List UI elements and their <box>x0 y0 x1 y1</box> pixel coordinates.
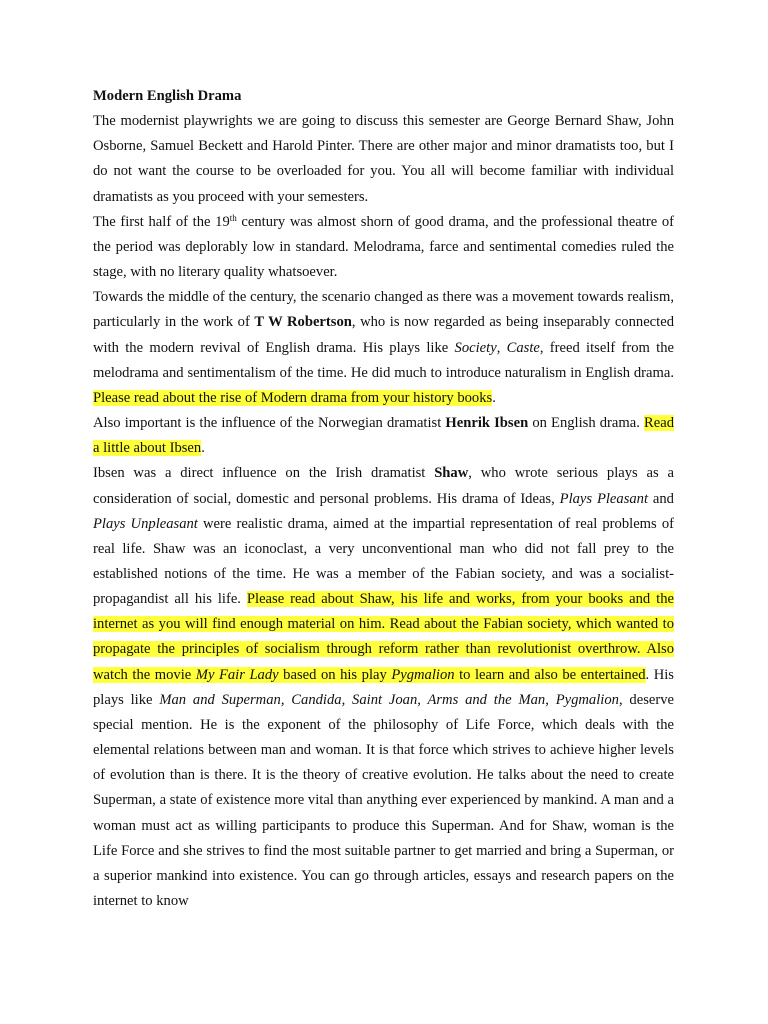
paragraph-nineteenth-century <box>93 210 674 285</box>
highlighted-instruction: Read a little about Ibsen <box>93 415 674 457</box>
text-span: Also important is the influence of the Norwegian dramatist <box>93 415 446 432</box>
highlighted-instruction: based on his play <box>278 666 392 683</box>
text-span: , <box>545 691 556 708</box>
text-span: were realistic drama, aimed at the impartial representation of real problems of real life. Shaw was an iconoclast, a very unconventional man who did not fall prey to the established notions of the time. He was a member of the Fabian society, and was a socialist-propagandist all his life. <box>93 515 674 608</box>
text-span: on English drama. <box>528 415 644 432</box>
text-span: , who wrote serious plays as a consideration of social, domestic and personal problems. His drama of Ideas, <box>93 465 674 507</box>
play-title: Plays Unpleasant <box>93 515 198 532</box>
paragraph-ibsen <box>93 411 674 461</box>
paragraph-shaw <box>93 461 674 914</box>
name-ibsen: Henrik Ibsen <box>445 415 529 432</box>
text-span: , freed itself from the melodrama and sentimentalism of the time. He did much to introduce naturalism in English drama. <box>93 339 675 381</box>
text-span: . <box>201 440 205 457</box>
plays-list: Man and Superman, Candida, Saint Joan, Arms and the Man <box>159 691 546 708</box>
highlighted-play-title: My Fair Lady <box>195 666 279 683</box>
paragraph-intro: The modernist playwrights we are going to discuss this semester are George Bernard Shaw, John Osborne, Samuel Beckett and Harold Pinter. There are other major and minor dramatists too, but I do not want the course to be overloaded for you. You all will become familiar with individual dramatists as you proceed with your semesters. <box>93 113 674 205</box>
play-title: Society <box>454 339 497 356</box>
highlighted-instruction: Please read about Shaw, his life and works, from your books and the internet as you will find enough material on him. Read about the Fabian society, which wanted to propagate the principles of socialism through reform rather than revolutionist overthrow. Also watch the movie <box>93 591 674 683</box>
text-span: , who is now regarded as being inseparably connected with the modern revival of English drama. His plays like <box>93 314 674 356</box>
text-span: century was almost shorn of good drama, and the professional theatre of the period was deplorably low in standard. Melodrama, farce and sentimental comedies ruled the stage, with no literary quality whatsoever. <box>93 213 674 281</box>
text-span: and <box>648 490 674 507</box>
text-span: Ibsen was a direct influence on the Irish dramatist <box>93 465 435 482</box>
highlighted-instruction: to learn and also be entertained <box>454 666 646 683</box>
paragraph-robertson <box>93 285 674 411</box>
text-span: Towards the middle of the century, the scenario changed as there was a movement towards realism, particularly in the work of <box>93 289 674 331</box>
name-shaw: Shaw <box>434 465 469 482</box>
name-robertson: T W Robertson <box>254 314 352 331</box>
highlighted-play-title: Pygmalion <box>391 666 455 683</box>
text-span: , deserve special mention. He is the exponent of the philosophy of Life Force, which deals with the elemental relations between man and woman. It is that force which strives to achieve higher levels of evolution than is there. It is the theory of creative evolution. He talks about the need to create Superman, a state of existence more vital than anything ever experienced by mankind. A man and a woman must act as willing participants to produce this Superman. And for Shaw, woman is the Life Force and she strives to find the most suitable partner to get married and bring a Superman, or a superior mankind into existence. You can go through articles, essays and research papers on the internet to know <box>93 691 674 909</box>
document-title: Modern English Drama <box>93 88 242 104</box>
document-page <box>93 84 674 914</box>
highlighted-instruction: Please read about the rise of Modern drama from your history books <box>93 389 493 406</box>
play-title: Pygmalion <box>555 691 619 708</box>
play-title: Plays Pleasant <box>559 490 649 507</box>
text-span: . <box>492 389 496 406</box>
text-span: , <box>496 339 507 356</box>
text-span: The first half of the 19 <box>93 213 230 230</box>
superscript-th: th <box>229 212 237 223</box>
play-title: Caste <box>506 339 540 356</box>
text-span: . His plays like <box>93 666 674 708</box>
